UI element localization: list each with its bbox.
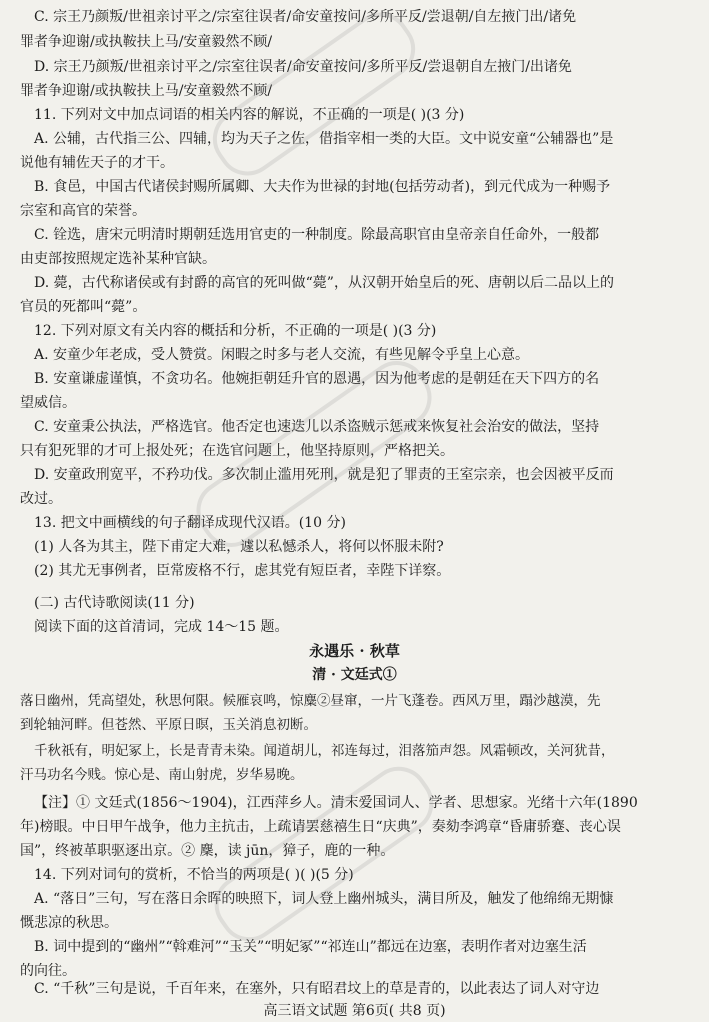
text-line: 的向往。: [20, 963, 76, 979]
text-line: 宗室和高官的荣誉。: [20, 203, 146, 219]
text-line: 说他有辅佐天子的才干。: [20, 155, 174, 171]
question-14: 14. 下列对词句的赏析，不恰当的两项是( )( )(5 分): [34, 867, 354, 883]
question-11: 11. 下列对文中加点词语的相关内容的解说，不正确的一项是( )(3 分): [34, 107, 465, 123]
option-c: C. 安童秉公执法，严格选官。他否定也速迭儿以杀盗贼示惩戒来恢复社会治安的做法，坚持: [34, 419, 600, 435]
note-line: 年)榜眼。中日甲午战争，他力主抗击，上疏请罢慈禧生日“庆典”，奏劾李鸿章“昏庸骄蹇、丧心误: [20, 819, 621, 835]
option-c: C. “千秋”三句是说，千百年来，在塞外，只有昭君坟上的草是青的，以此表达了词人对守边: [34, 981, 600, 997]
option-b: B. 安童谦虚谨慎，不贪功名。他婉拒朝廷升官的恩遇，因为他考虑的是朝廷在天下四方的名: [34, 371, 600, 387]
question-12: 12. 下列对原文有关内容的概括和分析，不正确的一项是( )(3 分): [34, 323, 437, 339]
option-c: C. 铨选，唐宋元明清时期朝廷选用官吏的一种制度。除最高职官由皇帝亲自任命外，一般都: [34, 227, 600, 243]
text-line: 罪者争迎谢/或执鞍扶上马/安童毅然不顾/: [20, 34, 273, 50]
text-line: 望威信。: [20, 395, 76, 411]
option-a: A. 公辅，古代指三公、四辅，均为天子之佐，借指宰相一类的大臣。文中说安童“公辅器也”是: [34, 131, 614, 147]
sentence-2: (2) 其尤无事例者，臣常废格不行，虑其党有短臣者，幸陛下详察。: [34, 563, 451, 579]
note-line: 【注】① 文廷式(1856～1904)，江西萍乡人。清末爱国词人、学者、思想家。光绪十六年(1890: [34, 795, 638, 811]
option-a: A. “落日”三句，写在落日余晖的映照下，词人登上幽州城头，满目所及，触发了他绵绵无期慷: [34, 891, 614, 907]
text-line: 改过。: [20, 491, 62, 507]
poem-line: 汗马功名今贱。惊心是、南山射虎，岁华易晚。: [20, 767, 304, 783]
poem-title: 永遇乐 · 秋草: [309, 642, 400, 660]
question-13: 13. 把文中画横线的句子翻译成现代汉语。(10 分): [34, 515, 346, 531]
text-line: 罪者争迎谢/或执鞍扶上马/安童毅然不顾/: [20, 83, 273, 99]
option-b: B. 词中提到的“幽州”“斡难河”“玉关”“明妃冢”“祁连山”都远在边塞，表明作者对边塞生活: [34, 939, 587, 955]
option-b: B. 食邑，中国古代诸侯封赐所属卿、大夫作为世禄的封地(包括劳动者)，到元代成为一种赐予: [34, 179, 611, 195]
section-heading: (二) 古代诗歌阅读(11 分): [34, 595, 195, 611]
text-line: C. 宗王乃颜叛/世祖亲讨平之/宗室往误者/命安童按问/多所平反/尝退朝/自左掖门出/诸免: [34, 9, 577, 25]
note-line: 国”，终被革职驱逐出京。② 麇，读 jūn，獐子，鹿的一种。: [20, 843, 395, 859]
text-line: 官员的死都叫“薨”。: [20, 299, 147, 315]
poem-line: 到轮轴河畔。但苍然、平原日暝，玉关消息初断。: [20, 717, 317, 733]
option-d: D. 安童政刑宽平，不矜功伐。多次制止滥用死刑，就是犯了罪责的王室宗亲，也会因被平反而: [34, 467, 614, 483]
text-line: 由吏部按照规定选补某种官缺。: [20, 251, 216, 267]
poem-line: 落日幽州，凭高望处，秋思何限。候雁哀鸣，惊麋②昼窜，一片飞蓬卷。西风万里，蹋沙越漠，先: [20, 693, 601, 709]
poem-author: 清 · 文廷式①: [312, 667, 397, 683]
option-d: D. 薨，古代称诸侯或有封爵的高官的死叫做“薨”，从汉朝开始皇后的死、唐朝以后二品以上的: [34, 275, 614, 291]
text-line: 只有犯死罪的才可上报处死；在选官问题上，他坚持原则，严格把关。: [20, 443, 454, 459]
instruction: 阅读下面的这首清词，完成 14～15 题。: [34, 619, 289, 635]
sentence-1: (1) 人各为其主，陛下甫定大难，遽以私憾杀人，将何以怀服未附?: [34, 539, 444, 555]
option-a: A. 安童少年老成，受人赞赏。闲暇之时多与老人交流，有些见解令乎皇上心意。: [34, 347, 530, 363]
text-line: D. 宗王乃颜叛/世祖亲讨平之/宗室往误者/命安童按问/多所平反/尝退朝自左掖门/出诸免: [34, 59, 572, 75]
text-line: 慨悲凉的秋思。: [20, 915, 118, 931]
poem-line: 千秋祇有，明妃冢上，长是青青未染。闻道胡儿，祁连每过，泪落笳声怨。风霜顿改，关河犹昔，: [34, 743, 615, 759]
page-footer: 高三语文试题 第6页( 共8 页): [263, 1003, 446, 1019]
